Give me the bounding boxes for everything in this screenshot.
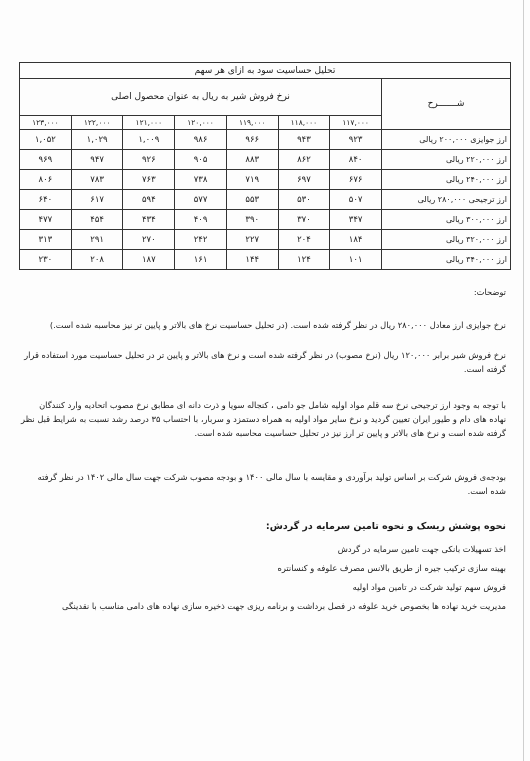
- risk-item: اخذ تسهیلات بانکی جهت تامین سرمایه در گردش: [337, 544, 506, 554]
- value-cell: ۲۳۰: [20, 250, 72, 270]
- value-cell: ۷۸۳: [71, 170, 123, 190]
- value-cell: ۱۶۱: [175, 250, 227, 270]
- value-cell: ۲۰۸: [71, 250, 123, 270]
- value-cell: ۲۰۴: [278, 230, 330, 250]
- risk-item: مدیریت خرید نهاده ها بخصوص خرید علوفه در فصل برداشت و برنامه ریزی جهت ذخیره سازی نهاده های دامی مناسب با نقدینگی: [62, 601, 506, 611]
- row-label: ارز ۳۲۰,۰۰۰ ریالی: [382, 230, 511, 250]
- value-cell: ۳۹۰: [226, 210, 278, 230]
- value-cell: ۳۱۳: [20, 230, 72, 250]
- value-cell: ۴۷۷: [20, 210, 72, 230]
- description-header: شـــــــرح: [382, 79, 511, 130]
- table-row: [20, 190, 511, 210]
- risk-item: بهینه سازی ترکیب جیره از طریق بالانس مصرف علوفه و کنسانتره: [277, 563, 506, 573]
- value-cell: ۶۴۰: [20, 190, 72, 210]
- value-cell: ۹۲۶: [123, 150, 175, 170]
- value-cell: ۵۰۷: [330, 190, 382, 210]
- value-cell: ۸۰۶: [20, 170, 72, 190]
- value-cell: ۹۴۷: [71, 150, 123, 170]
- row-label: ارز ترجیحی ۲۸۰,۰۰۰ ریالی: [382, 190, 511, 210]
- value-cell: ۷۶۳: [123, 170, 175, 190]
- table-row: [20, 170, 511, 190]
- price-cell: ۱۱۷,۰۰۰: [330, 116, 382, 130]
- value-cell: ۹۰۵: [175, 150, 227, 170]
- row-label: ارز ۲۴۰,۰۰۰ ریالی: [382, 170, 511, 190]
- value-cell: ۸۴۰: [330, 150, 382, 170]
- value-cell: ۲۹۱: [71, 230, 123, 250]
- risk-item: فروش سهم تولید شرکت در تامین مواد اولیه: [352, 582, 506, 592]
- value-cell: ۷۳۸: [175, 170, 227, 190]
- note-1: نرخ جوایزی ارز معادل ۲۸۰,۰۰۰ ریال در نظر گرفته شده است. (در تحلیل حساسیت نرخ های بالاتر و پایین تر نیز محاسبه شده است.): [49, 320, 506, 330]
- value-cell: ۵۳۰: [278, 190, 330, 210]
- value-cell: ۱۸۷: [123, 250, 175, 270]
- note-4: بودجه‌ی فروش شرکت بر اساس تولید برآوردی و مقایسه با سال مالی ۱۴۰۰ و بودجه مصوب شرکت جهت سال مالی ۱۴۰۲ در نظر گرفته شده است.: [37, 472, 506, 496]
- price-header: نرخ فروش شیر به ریال به عنوان محصول اصلی: [20, 79, 382, 116]
- note-3: با توجه به وجود ارز ترجیحی نرخ سه قلم مواد اولیه شامل جو دامی ، کنجاله سویا و ذرت دانه ای مطابق نرخ مصوب اتحادیه وارد کنندگان نهاده های دام و طیور ایران تعیین گردید و نرخ سایر مواد اولیه به همراه دستمزد و سربار، با احتساب ۳۵ درصد رشد نسبت به شرایط قبل نظر گرفته شده است و نرخ های بالاتر و پایین تر ارز نیز در تحلیل حساسیت محاسبه شده است.: [21, 400, 506, 438]
- table-row: [20, 250, 511, 270]
- value-cell: ۸۸۳: [226, 150, 278, 170]
- sensitivity-table: [19, 62, 511, 270]
- value-cell: ۴۵۴: [71, 210, 123, 230]
- value-cell: ۷۱۹: [226, 170, 278, 190]
- value-cell: ۸۶۲: [278, 150, 330, 170]
- value-cell: ۱۲۴: [278, 250, 330, 270]
- notes-heading: توضحات:: [473, 287, 506, 297]
- value-cell: ۹۴۳: [278, 130, 330, 150]
- table-title: تحلیل حساسیت سود به ازای هر سهم: [20, 63, 511, 79]
- note-2: نرخ فروش شیر برابر ۱۲۰,۰۰۰ ریال (نرخ مصوب) در نظر گرفته شده است و نرخ های بالاتر و پایین تر در تحلیل حساسیت مورد استفاده قرار گرفته است.: [24, 350, 506, 374]
- value-cell: ۳۴۷: [330, 210, 382, 230]
- value-cell: ۹۶۶: [226, 130, 278, 150]
- value-cell: ۹۲۳: [330, 130, 382, 150]
- value-cell: ۱,۰۰۹: [123, 130, 175, 150]
- risk-list: [21, 540, 506, 616]
- value-cell: ۶۱۷: [71, 190, 123, 210]
- value-cell: ۱۸۴: [330, 230, 382, 250]
- value-cell: ۶۹۷: [278, 170, 330, 190]
- value-cell: ۹۸۶: [175, 130, 227, 150]
- table-header-row: [20, 79, 511, 116]
- value-cell: ۵۷۷: [175, 190, 227, 210]
- row-label: ارز ۳۴۰,۰۰۰ ریالی: [382, 250, 511, 270]
- row-label: ارز ۲۲۰,۰۰۰ ریالی: [382, 150, 511, 170]
- value-cell: ۹۶۹: [20, 150, 72, 170]
- row-label: ارز ۳۰۰,۰۰۰ ریالی: [382, 210, 511, 230]
- price-cell: ۱۱۹,۰۰۰: [226, 116, 278, 130]
- table-row: [20, 230, 511, 250]
- table-row: [20, 150, 511, 170]
- table-row: [20, 210, 511, 230]
- value-cell: ۱۰۱: [330, 250, 382, 270]
- risk-heading: نحوه پوشش ریسک و نحوه تامین سرمایه در گردش:: [265, 521, 506, 532]
- value-cell: ۴۰۹: [175, 210, 227, 230]
- price-cell: ۱۲۱,۰۰۰: [123, 116, 175, 130]
- price-cell: ۱۲۲,۰۰۰: [71, 116, 123, 130]
- value-cell: ۱,۰۵۲: [20, 130, 72, 150]
- price-cell: ۱۲۳,۰۰۰: [20, 116, 72, 130]
- row-label: ارز جوایزی ۲۰۰,۰۰۰ ریالی: [382, 130, 511, 150]
- value-cell: ۵۹۴: [123, 190, 175, 210]
- table-row: [20, 130, 511, 150]
- value-cell: ۶۷۶: [330, 170, 382, 190]
- value-cell: ۲۴۲: [175, 230, 227, 250]
- table-title-row: [20, 63, 511, 79]
- page-edge: [523, 0, 524, 761]
- value-cell: ۴۳۴: [123, 210, 175, 230]
- value-cell: ۲۷۰: [123, 230, 175, 250]
- price-cell: ۱۲۰,۰۰۰: [175, 116, 227, 130]
- value-cell: ۳۷۰: [278, 210, 330, 230]
- value-cell: ۵۵۳: [226, 190, 278, 210]
- price-cell: ۱۱۸,۰۰۰: [278, 116, 330, 130]
- value-cell: ۱,۰۲۹: [71, 130, 123, 150]
- value-cell: ۲۲۷: [226, 230, 278, 250]
- value-cell: ۱۴۴: [226, 250, 278, 270]
